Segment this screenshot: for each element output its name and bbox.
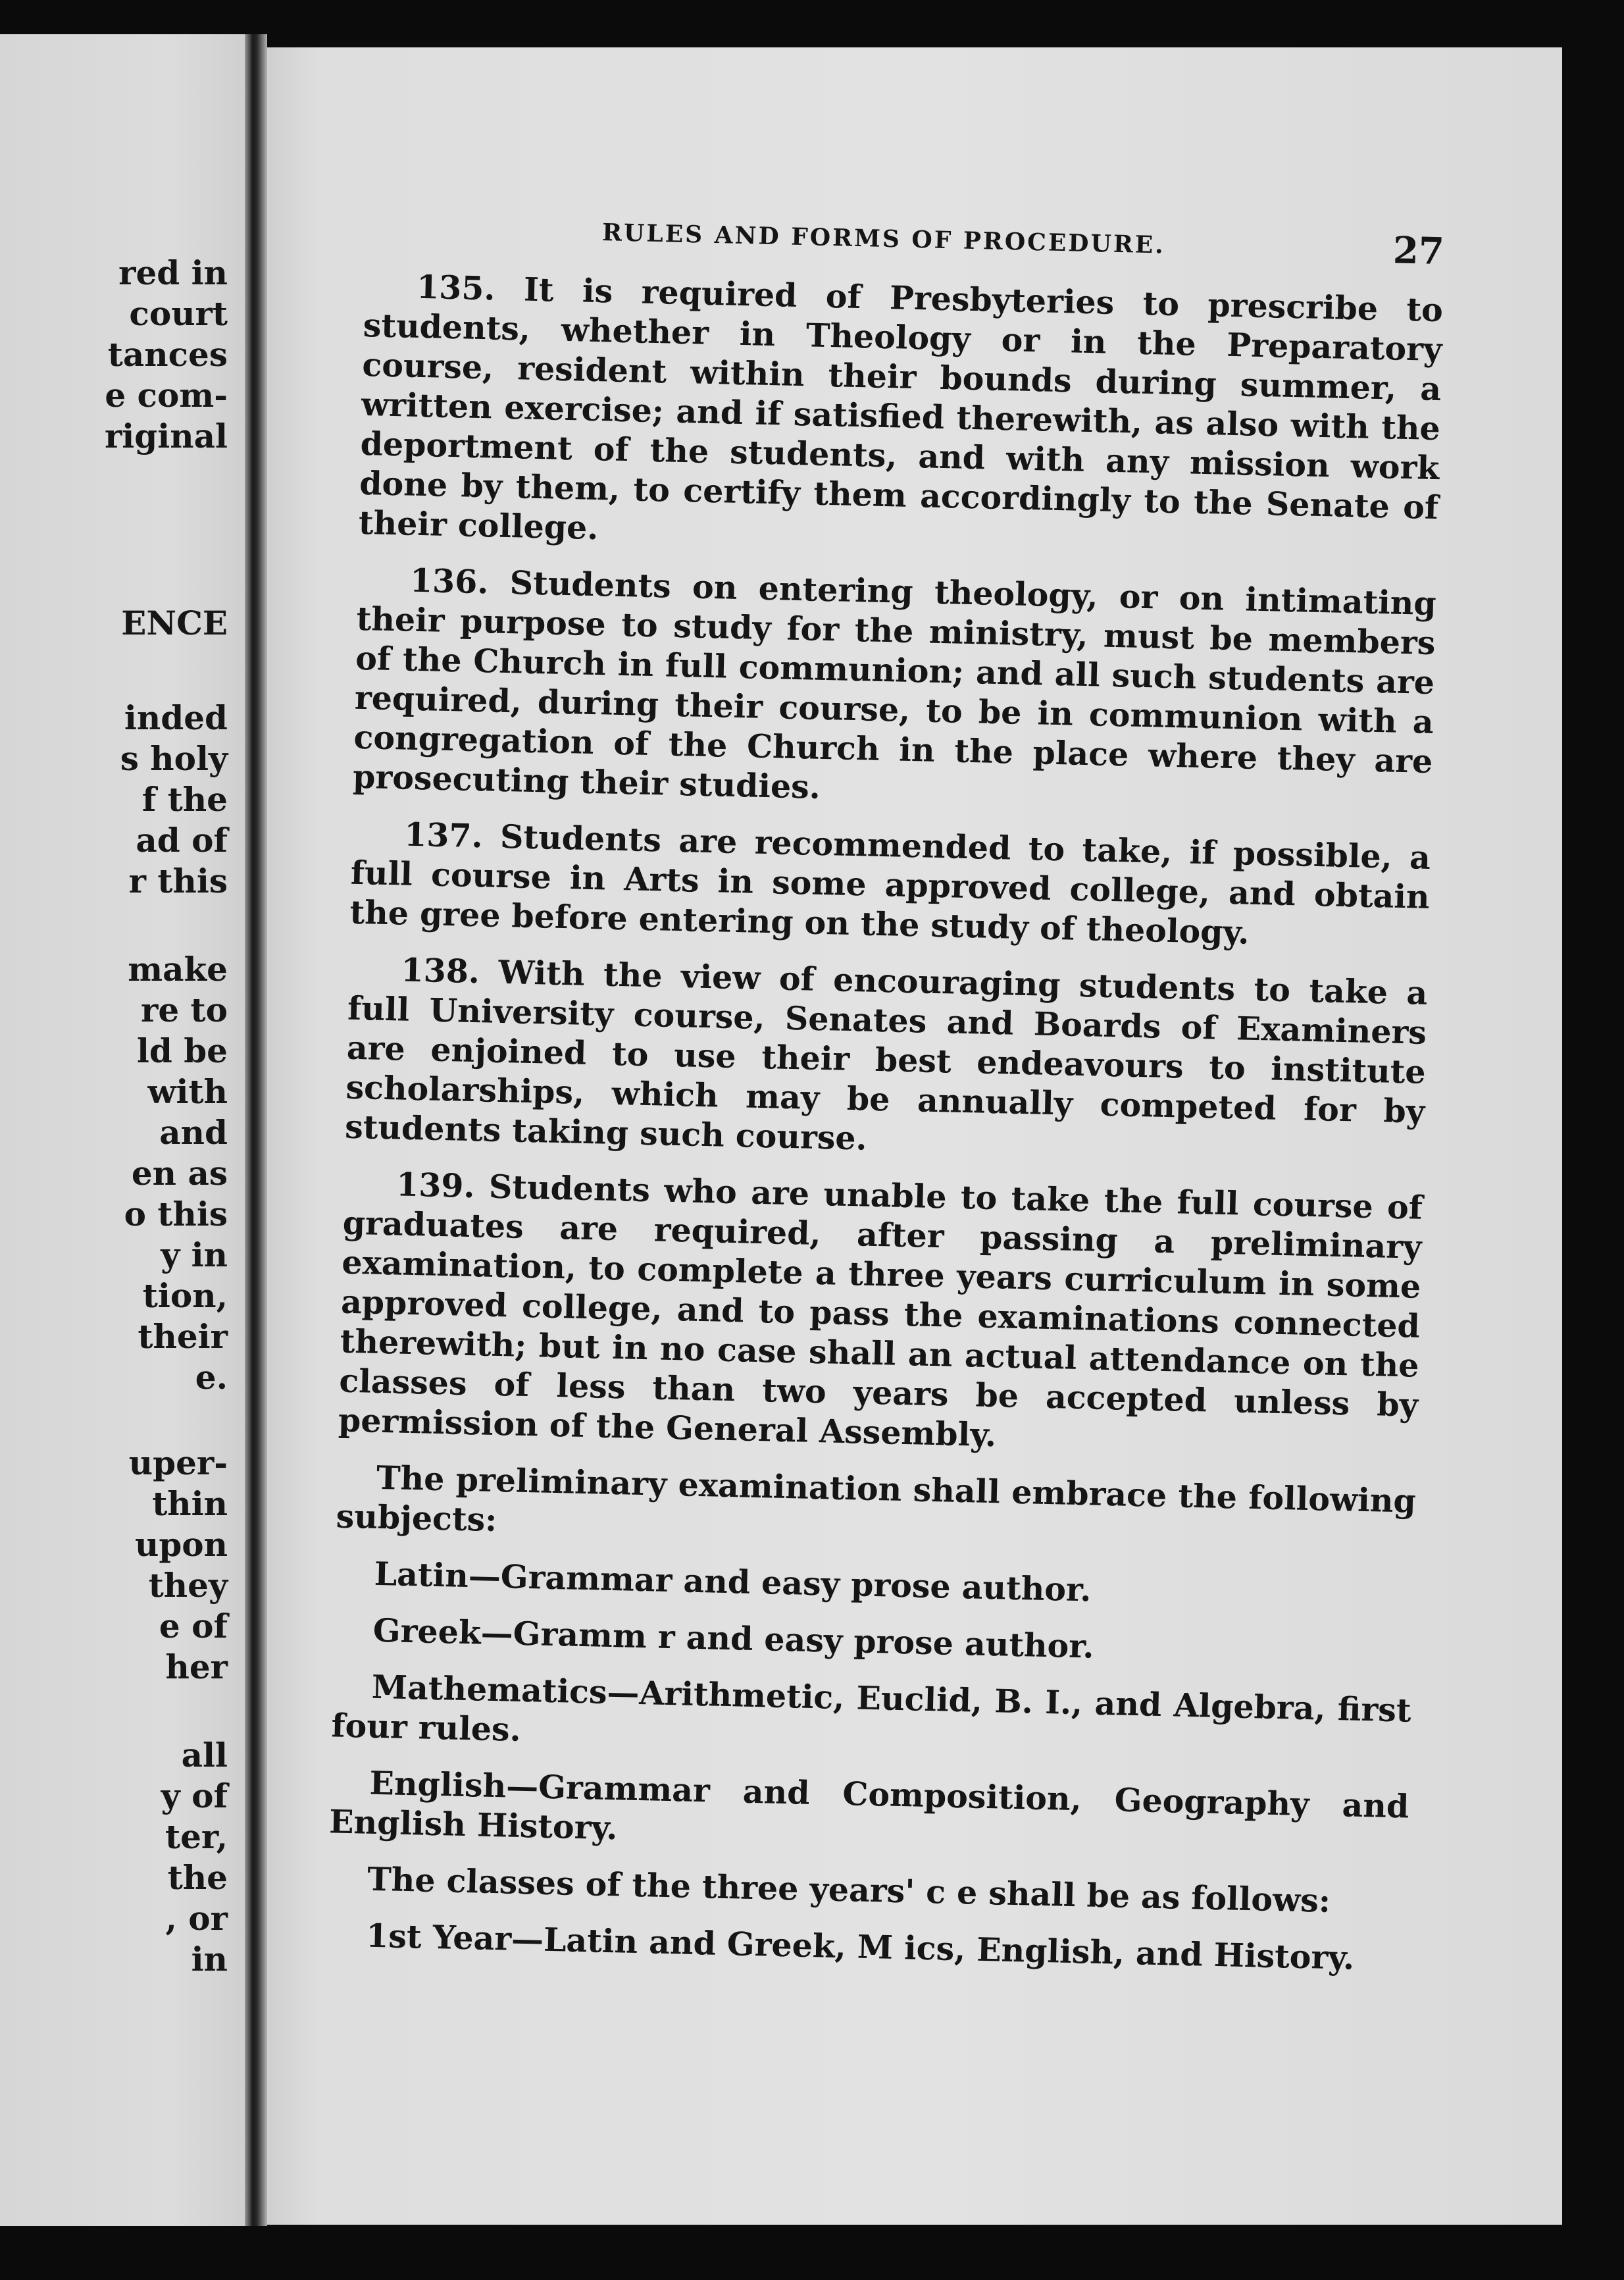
- paragraph-135: [358, 266, 1443, 567]
- left-page-fragment: their: [138, 1317, 228, 1356]
- book-gutter: [245, 34, 267, 2226]
- subject-english: English—Grammar and Composition, Geography and English History.: [328, 1763, 1409, 1848]
- scan-right-border: [1562, 47, 1624, 2225]
- left-page-fragment: with: [147, 1072, 228, 1111]
- left-page-fragment: en as: [131, 1154, 228, 1193]
- left-page-fragment: in: [191, 1940, 228, 1979]
- left-page-fragment: r this: [128, 862, 228, 900]
- left-page-fragment: o this: [124, 1195, 228, 1233]
- left-page-fragment: and: [159, 1113, 228, 1152]
- left-page-fragment: upon: [134, 1525, 228, 1564]
- left-page-fragment: thin: [152, 1484, 228, 1523]
- left-page-fragment: the: [167, 1858, 228, 1897]
- paragraph-number: 137.: [403, 815, 484, 856]
- left-page-fragment: e com-: [105, 376, 228, 415]
- running-head-title: RULES AND FORMS OF PROCEDURE.: [601, 219, 1166, 259]
- left-page-fragment: all: [181, 1736, 228, 1775]
- page-text-block: [326, 205, 1444, 1996]
- paragraph-number: 138.: [401, 950, 480, 991]
- left-page-fragment: red in: [118, 253, 228, 292]
- left-page-fragment: ENCE: [121, 604, 228, 642]
- left-page-fragment: e.: [195, 1358, 228, 1397]
- paragraph-text: Students who are unable to take the full course of graduates are required, after passing a preliminary examination, to complete a three years curriculum in some approved college, and to pass the examinations connected therewith; but in no case shall an actual attendance on the classes of less than two years be accepted unless by permission of the General Assembly.: [338, 1167, 1423, 1455]
- left-page-fragment: her: [165, 1647, 228, 1686]
- left-page-fragment: y of: [161, 1776, 228, 1815]
- running-head: [365, 205, 1444, 276]
- paragraph-137: [349, 814, 1431, 956]
- paragraph-text: With the view of encouraging students to take a full University course, Senates and Boards of Examiners are enjoined to use their best endeavours to institute scholarships, which may be annually competed for by students taking such course.: [344, 952, 1428, 1158]
- page-number: 27: [1392, 228, 1445, 274]
- left-page-fragment: ter,: [165, 1817, 228, 1856]
- paragraph-number: 136.: [409, 561, 490, 602]
- paragraph-139: [338, 1164, 1423, 1464]
- left-page-edge: [0, 34, 245, 2226]
- paragraph-text: It is required of Presbyteries to prescribe to students, whether in Theology or in the Preparatory course, resident within their bounds during summer, a written exercise; and if satisfied therewith, as also with the deportment of the students, and with any mission work done by them, to certify them accordingly to the Senate of their college.: [358, 270, 1444, 548]
- paragraph-text: Students are recommended to take, if possible, a full course in Arts in some approved college, and obtain the gree before entering on the study of theology.: [349, 817, 1431, 952]
- paragraph-number: 135.: [416, 267, 496, 308]
- left-page-fragment: they: [148, 1566, 228, 1605]
- paragraph-number: 139.: [395, 1165, 476, 1206]
- paragraph-classes-intro: The classes of the three years' c e shall be as follows:: [367, 1859, 1331, 1920]
- paragraph-text: Students on entering theology, or on intimating their purpose to study for the ministry, must be members of the Church in full communion; and all such students are required, during their course, to be in communion with a congregation of the Church in the place where they are prosecuting their studies.: [352, 563, 1437, 806]
- subject-latin: Latin—Grammar and easy prose author.: [374, 1554, 1092, 1609]
- left-page-fragment: f the: [141, 780, 228, 819]
- left-page-fragment: tances: [107, 335, 228, 374]
- right-page: [267, 47, 1562, 2225]
- left-page-fragment: uper-: [128, 1443, 228, 1482]
- left-page-fragment: s holy: [120, 739, 228, 778]
- left-page-fragment: tion,: [142, 1276, 228, 1315]
- first-year-classes: 1st Year—Latin and Greek, M ics, English, and History.: [365, 1916, 1355, 1977]
- left-page-fragment: riginal: [104, 417, 228, 455]
- scan-bottom-border: [0, 2226, 1624, 2280]
- subject-greek: Greek—Gramm r and easy prose author.: [372, 1611, 1095, 1666]
- left-page-fragment: ld be: [136, 1031, 228, 1070]
- left-page-fragment: e of: [159, 1607, 228, 1645]
- left-page-fragment: inded: [124, 698, 228, 737]
- left-page-fragment: y in: [161, 1235, 228, 1274]
- left-page-fragment: re to: [140, 991, 228, 1029]
- left-page-fragment: make: [128, 950, 228, 989]
- paragraph-136: [353, 559, 1437, 821]
- left-page-fragment: ad of: [136, 821, 228, 860]
- left-page-fragment: , or: [165, 1899, 228, 1938]
- paragraph-preliminary-intro: The preliminary examination shall embrace the following subjects:: [336, 1458, 1417, 1540]
- subject-mathematics: Mathematics—Arithmetic, Euclid, B. I., and Algebra, first four rules.: [330, 1667, 1412, 1749]
- left-page-fragment: court: [129, 294, 228, 333]
- paragraph-138: [345, 949, 1428, 1171]
